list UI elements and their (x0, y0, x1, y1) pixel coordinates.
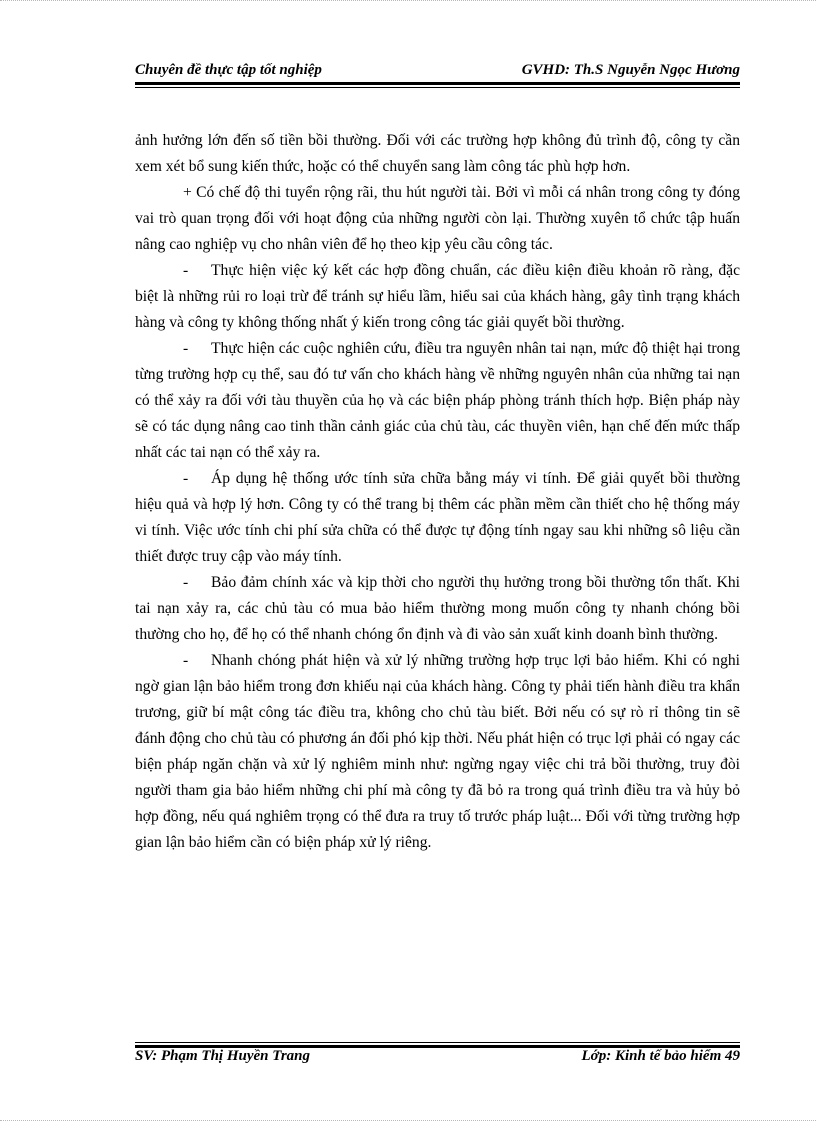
footer-class: Lớp: Kinh tế bảo hiểm 49 (581, 1048, 740, 1064)
page-footer (135, 1046, 740, 1068)
bullet-marker: - (183, 574, 189, 591)
page-top-border (0, 0, 816, 1)
footer-student: SV: Phạm Thị Huyền Trang (135, 1048, 311, 1064)
header-rule-thin (135, 87, 740, 88)
bullet-marker: - (183, 470, 189, 487)
bullet-paragraph (135, 648, 740, 856)
footer-rule-thin (135, 1042, 740, 1043)
bullet-paragraph (135, 258, 740, 336)
bullet-marker: - (183, 340, 189, 357)
bullet-marker: - (183, 262, 189, 279)
bullet-paragraph (135, 466, 740, 570)
bullet-marker: - (183, 652, 189, 669)
page-header (135, 60, 740, 82)
bullet-text: Áp dụng hệ thống ước tính sửa chữa bằng máy vi tính. Để giải quyết bồi thường hiệu quả và hợp lý hơn. Công ty có thể trang bị thêm các phần mềm cần thiết cho hệ thống máy vi tính. Việc ước tính chi phí sửa chữa có thể được tự động tính ngay sau khi những sô liệu cần thiết được truy cập vào máy tính. (135, 470, 740, 565)
paragraph: + Có chế độ thi tuyển rộng rãi, thu hút người tài. Bởi vì mỗi cá nhân trong công ty đóng vai trò quan trọng đối với hoạt động của những người còn lại. Thường xuyên tổ chức tập huấn nâng cao nghiệp vụ cho nhân viên để họ theo kịp yêu cầu công tác. (135, 184, 740, 253)
page-bottom-border (0, 1120, 816, 1121)
document-body (135, 128, 740, 856)
bullet-text: Bảo đảm chính xác và kịp thời cho người thụ hưởng trong bồi thường tổn thất. Khi tai nạn xảy ra, các chủ tàu có mua bảo hiểm thường mong muốn công ty nhanh chóng bồi thường cho họ, để họ có thể nhanh chóng ổn định và đi vào sản xuất kinh doanh bình thường. (135, 574, 740, 643)
bullet-text: Thực hiện việc ký kết các hợp đồng chuẩn, các điều kiện điều khoản rõ ràng, đặc biệt là những rủi ro loại trừ để tránh sự hiểu lầm, hiểu sai của khách hàng, gây tình trạng khách hàng và công ty không thống nhất ý kiến trong công tác giải quyết bồi thường. (135, 262, 740, 331)
bullet-paragraph (135, 336, 740, 466)
bullet-text: Thực hiện các cuộc nghiên cứu, điều tra nguyên nhân tai nạn, mức độ thiệt hại trong từng trường hợp cụ thể, sau đó tư vấn cho khách hàng về những nguyên nhân của những tai nạn có thể xảy ra đối với tàu thuyền của họ và các biện pháp phòng tránh thích hợp. Biện pháp này sẽ có tác dụng nâng cao tinh thần cảnh giác của chủ tàu, các thuyền viên, hạn chế đến mức thấp nhất các tai nạn có thể xảy ra. (135, 340, 740, 461)
header-advisor: GVHD: Th.S Nguyễn Ngọc Hương (521, 62, 740, 78)
paragraph: ảnh hưởng lớn đến số tiền bồi thường. Đối với các trường hợp không đủ trình độ, công ty cần xem xét bổ sung kiến thức, hoặc có thể chuyển sang làm công tác phù hợp hơn. (135, 132, 740, 175)
bullet-text: Nhanh chóng phát hiện và xử lý những trường hợp trục lợi bảo hiểm. Khi có nghi ngờ gian lận bảo hiểm trong đơn khiếu nại của khách hàng. Công ty phải tiến hành điều tra khẩn trương, giữ bí mật công tác điều tra, không cho chủ tàu biết. Bởi nếu có sự rò rỉ thông tin sẽ đánh động cho chủ tàu có phương án đối phó kịp thời. Nếu phát hiện có trục lợi phải có ngay các biện pháp ngăn chặn và xử lý nghiêm minh như: ngừng ngay việc chi trả bồi thường, truy đòi người tham gia bảo hiểm những chi phí mà công ty đã bỏ ra trong quá trình điều tra và hủy bỏ hợp đồng, nếu quá nghiêm trọng có thể đưa ra truy tố trước pháp luật... Đối với từng trường hợp gian lận bảo hiểm cần có biện pháp xử lý riêng. (135, 652, 740, 851)
header-title: Chuyên đề thực tập tốt nghiệp (135, 62, 322, 78)
header-rule (135, 82, 740, 85)
bullet-paragraph (135, 570, 740, 648)
